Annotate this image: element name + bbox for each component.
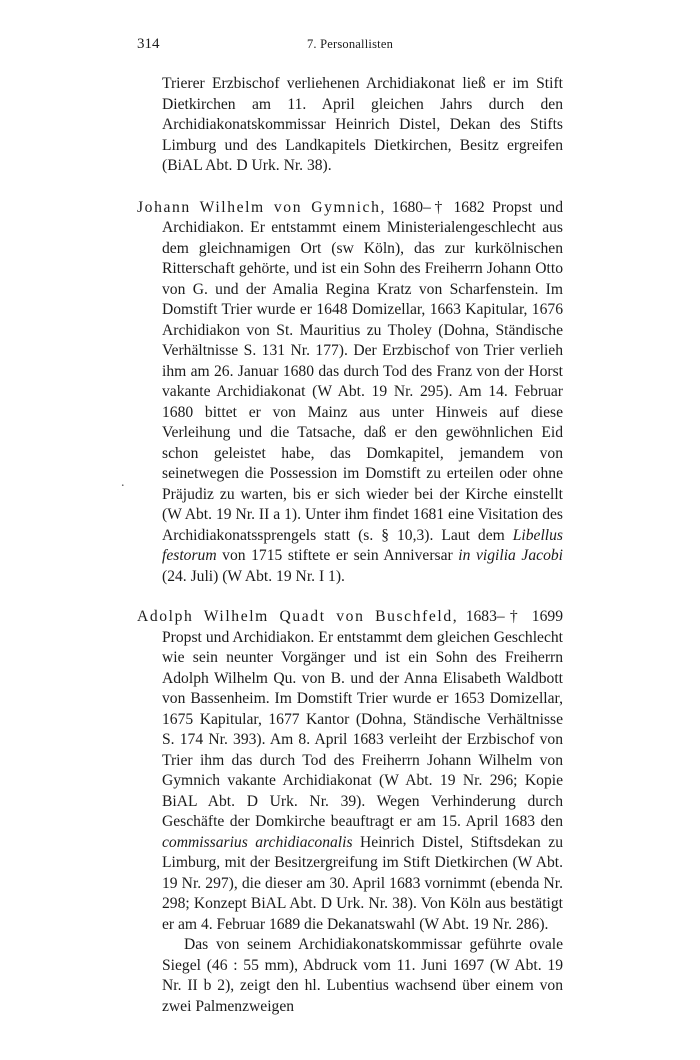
- entry-text: (24. Juli) (W Abt. 19 Nr. I 1).: [162, 567, 345, 585]
- entry-italic-phrase: in vigilia Jacobi: [458, 547, 563, 564]
- entry-text: Er entstammt dem gleichen Geschlecht wie sein neunter Vorgänger und ist ein Sohn des Freiherrn Adolph Wilhelm Qu. von B. und der Anna Elisabeth Waldbott von Bassenheim. Im Domstift Trier wurde er 1653 Domizellar, 1675 Kapitular, 1677 Kantor (Dohna, Ständische Verhältnisse S. 174 Nr. 393). Am 8. April 1683 verleiht der Erzbischof von Trier ihm das durch Tod des Freiherrn Johann Wilhelm von Gymnich vakante Archidiakonat (W Abt. 19 Nr. 296; Kopie BiAL Abt. D Urk. Nr. 39). Wegen Verhinderung durch Geschäfte der Domkirche beauftragt er am 15. April 1683 den: [162, 628, 563, 830]
- entry-italic-title: Libellus festorum: [162, 526, 563, 564]
- entry-text: Er entstammt einem Ministerialengeschlecht aus dem gleichnamigen Ort (sw Köln), das zur kurkölnischen Ritterschaft gehörte, und ist ein Sohn des Freiherrn Johann Otto von G. und der Amalia Regina Kratz von Scharfenstein. Im Domstift Trier wurde er 1648 Domizellar, 1663 Kapitular, 1676 Archidiakon von St. Mauritius zu Tholey (Dohna, Ständische Verhältnisse S. 131 Nr. 177). Der Erzbischof von Trier verlieh ihm am 26. Januar 1680 das durch Tod des Franz von der Horst vakante Archidiakonat (W Abt. 19 Nr. 295). Am 14. Februar 1680 bittet er von Mainz aus unter Hinweis auf diese Verleihung und die Tatsache, daß er den gewöhnlichen Eid schon geleistet habe, das Domkapitel, jemandem von seinetwegen die Possession im Domstift zu erteilen oder ohne Präjudiz zu warten, bis er sich wieder bei der Kirche einstellt (W Abt. 19 Nr. II a 1). Unter ihm findet 1681 eine Visitation des Archidiakonatssprengels statt (s. § 10,3). Laut dem: [162, 219, 563, 544]
- entry-text: Heinrich Distel, Stiftsdekan zu Limburg, mit der Besitzergreifung im Stift Dietkirchen (W Abt. 19 Nr. 297), die dieser am 30. April 1683 vornimmt (ebenda Nr. 298; Konzept BiAL Abt. D Urk. Nr. 38). Von Köln aus bestätigt er am 4. Februar 1689 die Dekanatswahl (W Abt. 19 Nr. 286).: [162, 833, 563, 933]
- entry-text: von 1715 stiftete er sein Anniversar: [216, 547, 459, 564]
- entry-italic-phrase: commissarius archidiaconalis: [162, 833, 353, 851]
- margin-mark: .: [121, 475, 125, 490]
- entry-gymnich: [137, 198, 563, 588]
- entry-quadt: [137, 607, 563, 935]
- page-body: [137, 74, 563, 1017]
- entry-name: Johann Wilhelm von Gymnich: [137, 198, 381, 216]
- entry-name: Adolph Wilhelm Quadt von Buschfeld: [137, 608, 453, 625]
- running-head: 7. Personallisten: [306, 37, 394, 51]
- page-number: 314: [137, 36, 160, 52]
- page-header: [137, 36, 563, 58]
- seal-paragraph: Das von seinem Archidiakonatskommissar geführte ovale Siegel (46 : 55 mm), Abdruck vom 11. Juni 1697 (W Abt. 19 Nr. II b 2), zeigt den hl. Lubentius wachsend über einem von zwei Palmenzweigen: [162, 936, 563, 1015]
- entry-dates: , 1680–† 1682 Propst und Archidiakon.: [162, 198, 563, 236]
- intro-paragraph: Trierer Erzbischof verliehenen Archidiakonat ließ er im Stift Dietkirchen am 11. April gleichen Jahrs durch den Archidiakonatskommissar Heinrich Distel, Dekan des Stifts Limburg und des Landkapitels Dietkirchen, Besitz ergreifen (BiAL Abt. D Urk. Nr. 38).: [162, 75, 563, 174]
- entry-dates: , 1683–† 1699 Propst und Archidiakon.: [162, 608, 563, 646]
